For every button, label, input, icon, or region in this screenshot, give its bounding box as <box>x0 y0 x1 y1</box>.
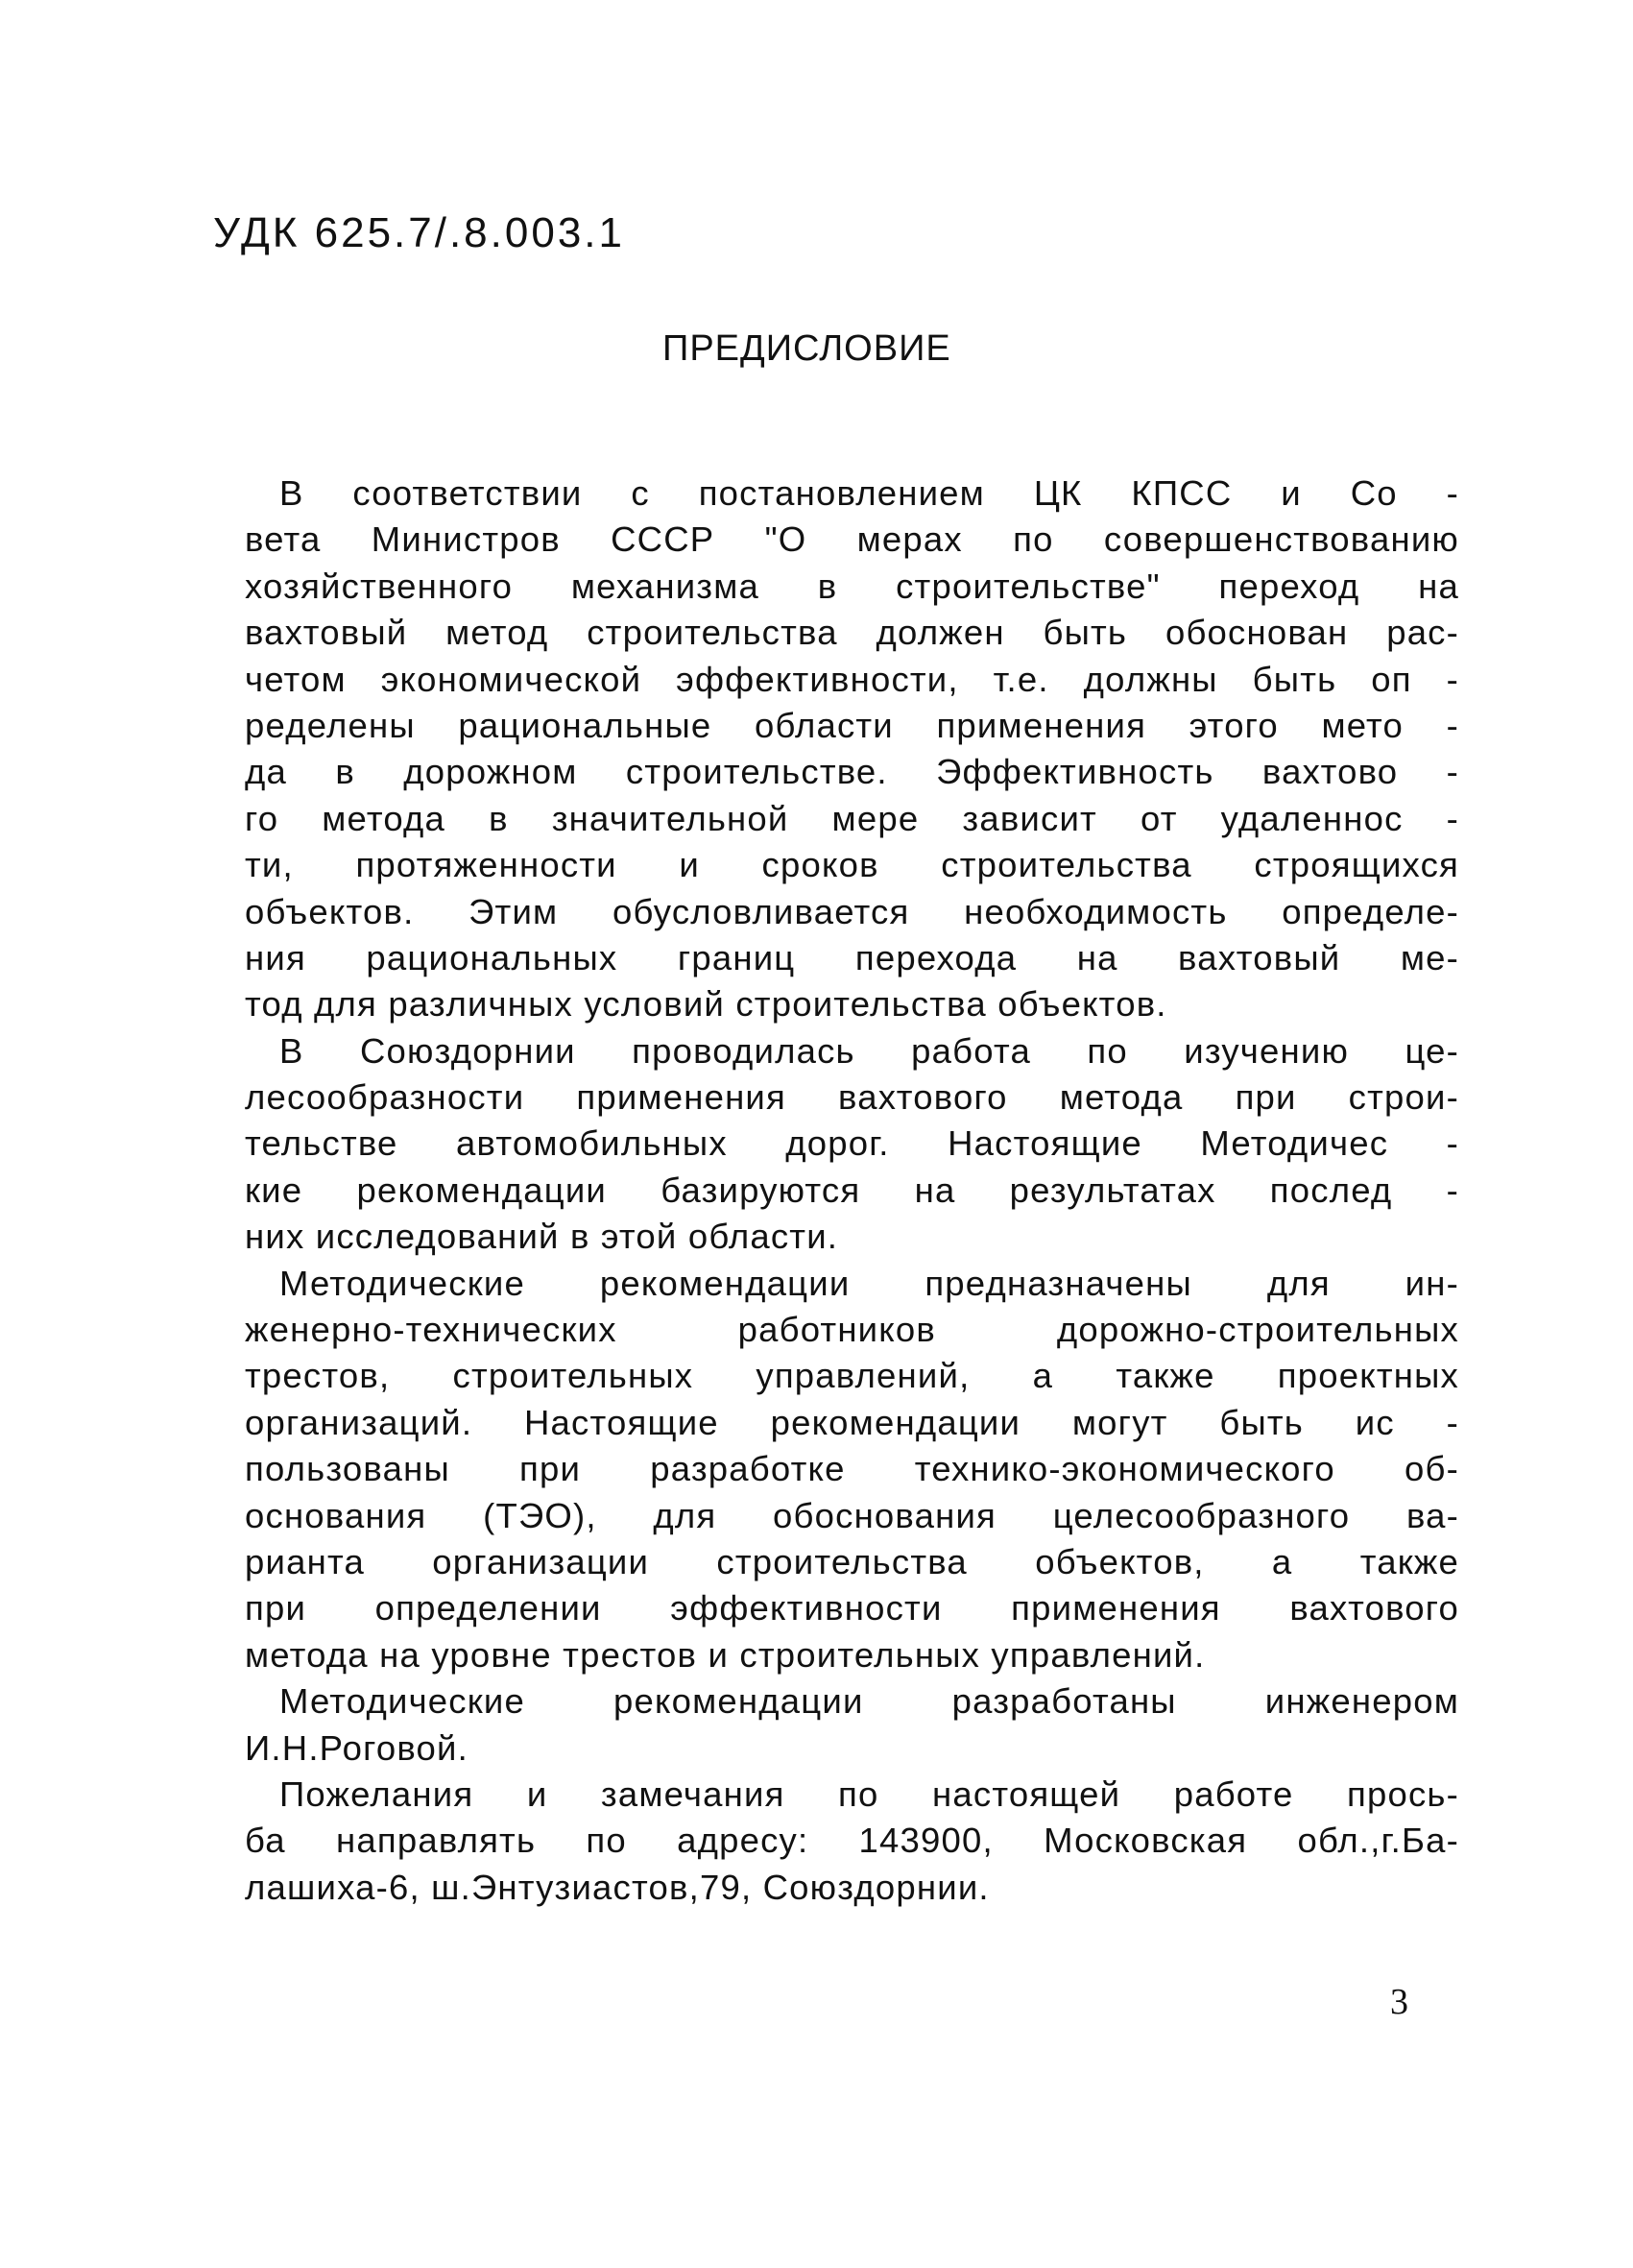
text-line: И.Н.Роговой. <box>245 1727 468 1768</box>
text-line: Методические рекомендации предназначены для ин- <box>279 1263 1459 1303</box>
text-line: лесообразности применения вахтового метода при строи- <box>245 1077 1459 1118</box>
paragraph <box>245 470 1459 1028</box>
text-line: объектов. Этим обусловливается необходимость определе- <box>245 891 1459 931</box>
text-line: метода на уровне трестов и строительных управлений. <box>245 1634 1206 1675</box>
text-line: хозяйственного механизма в строительстве" переход на <box>245 566 1459 606</box>
page-number: 3 <box>1390 1982 1408 2022</box>
text-line: рианта организации строительства объектов, а также <box>245 1541 1459 1581</box>
text-line: тод для различных условий строительства объектов. <box>245 984 1167 1025</box>
text-line: В Союздорнии проводилась работа по изучению це- <box>279 1030 1459 1071</box>
text-line: ределены рациональные области применения этого мето - <box>245 705 1459 745</box>
page-title: ПРЕДИСЛОВИЕ <box>662 328 951 369</box>
text-line: тельстве автомобильных дорог. Настоящие Методичес - <box>245 1123 1459 1164</box>
text-line: женерно-технических работников дорожно-строительных <box>245 1310 1459 1350</box>
text-line: четом экономической эффективности, т.е. должны быть оп - <box>245 659 1459 699</box>
text-line: трестов, строительных управлений, а также проектных <box>245 1356 1459 1396</box>
text-line: го метода в значительной мере зависит от удаленнос - <box>245 798 1459 838</box>
text-line: вахтовый метод строительства должен быть обоснован рас- <box>245 613 1459 653</box>
text-line: основания (ТЭО), для обоснования целесообразного ва- <box>245 1495 1459 1535</box>
text-line: ба направлять по адресу: 143900, Московская обл.,г.Ба- <box>245 1821 1459 1861</box>
paragraph <box>245 1772 1459 1911</box>
text-line: пользованы при разработке технико-экономического об- <box>245 1449 1459 1489</box>
text-line: В соответствии с постановлением ЦК КПСС и Со - <box>279 473 1459 513</box>
paragraph <box>245 1678 1459 1772</box>
body-text <box>245 470 1459 1911</box>
paragraph <box>245 1261 1459 1679</box>
text-line: Методические рекомендации разработаны инженером <box>279 1681 1459 1722</box>
udk-code: УДК 625.7/.8.003.1 <box>213 209 625 256</box>
text-line: вета Министров СССР "О мерах по совершенствованию <box>245 519 1459 560</box>
text-line: при определении эффективности применения вахтового <box>245 1588 1459 1629</box>
text-line: лашиха-6, ш.Энтузиастов,79, Союздорнии. <box>245 1867 990 1907</box>
text-line: ти, протяженности и сроков строительства строящихся <box>245 845 1459 885</box>
text-line: кие рекомендации базируются на результатах послед - <box>245 1170 1459 1210</box>
text-line: организаций. Настоящие рекомендации могут быть ис - <box>245 1402 1459 1442</box>
text-line: да в дорожном строительстве. Эффективность вахтово - <box>245 752 1459 792</box>
text-line: Пожелания и замечания по настоящей работе прось- <box>279 1773 1459 1814</box>
text-line: ния рациональных границ перехода на вахтовый ме- <box>245 937 1459 977</box>
text-line: них исследований в этой области. <box>245 1217 839 1257</box>
paragraph <box>245 1028 1459 1261</box>
